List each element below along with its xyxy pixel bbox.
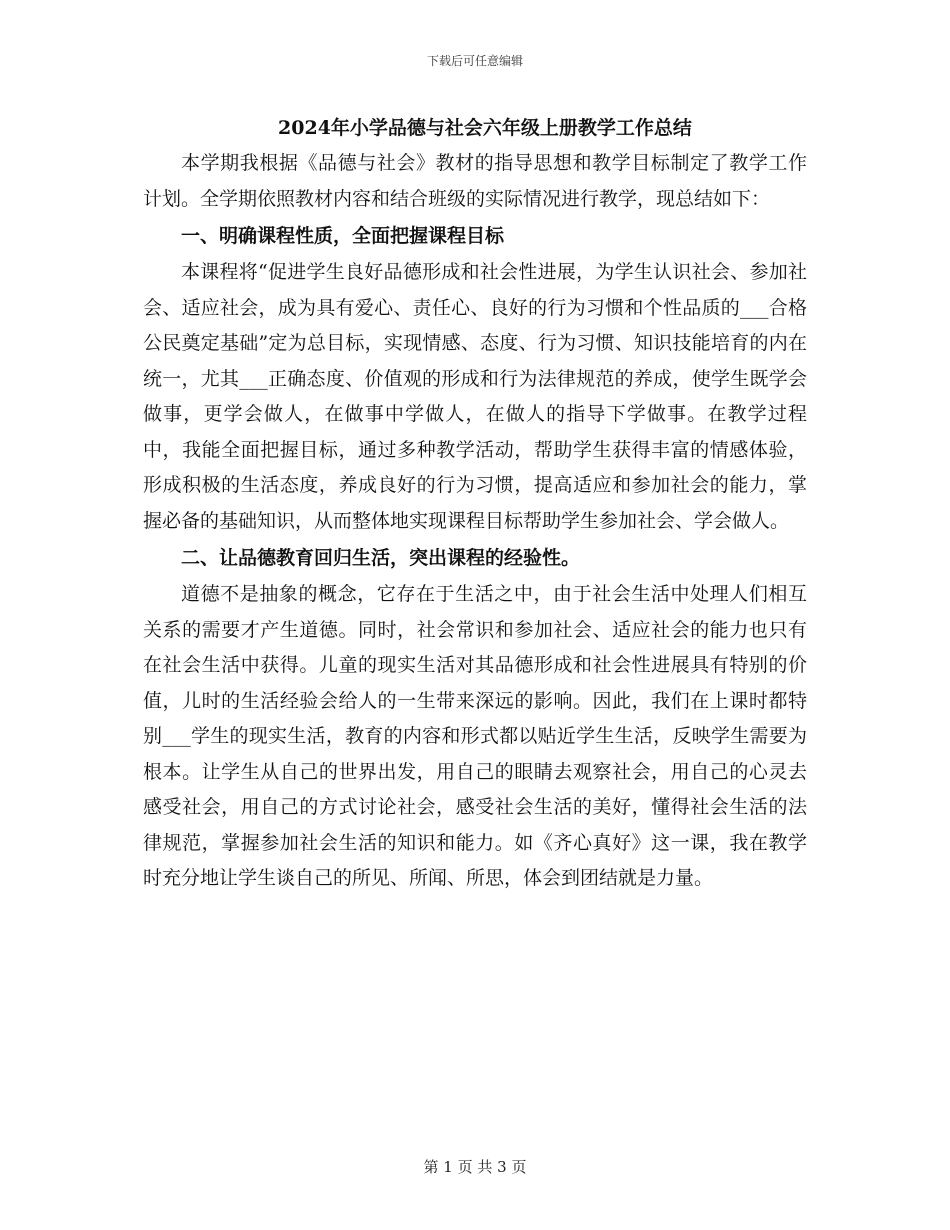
section-2-paragraph: 道德不是抽象的概念，它存在于生活之中，由于社会生活中处理人们相互关系的需要才产生道德。同时，社会常识和参加社会、适应社会的能力也只有在社会生活中获得。儿童的现实生活对其品德形成和社会性进展具有特别的价值，儿时的生活经验会给人的一生带来深远的影响。因此，我们在上课时都特别___学生的现实生活，教育的内容和形式都以贴近学生生活，反映学生需要为根本。让学生从自己的世界出发，用自己的眼睛去观察社会，用自己的心灵去感受社会，用自己的方式讨论社会，感受社会生活的美好，懂得社会生活的法律规范，掌握参加社会生活的知识和能力。如《齐心真好》这一课，我在教学时充分地让学生谈自己的所见、所闻、所思，体会到团结就是力量。 — [143, 583, 807, 889]
document-body — [143, 112, 807, 897]
page-number-footer: 第 1 页 共 3 页 — [423, 1158, 527, 1176]
section-2-heading: 二、让品德教育回归生活，突出课程的经验性。 — [181, 547, 581, 569]
document-title: 2024年小学品德与社会六年级上册教学工作总结 — [278, 117, 692, 139]
page-header-note: 下载后可任意编辑 — [426, 54, 523, 68]
intro-paragraph: 本学期我根据《品德与社会》教材的指导思想和教学目标制定了教学工作计划。全学期依照教材内容和结合班级的实际情况进行教学，现总结如下： — [143, 152, 807, 210]
section-1-heading: 一、明确课程性质，全面把握课程目标 — [181, 225, 505, 247]
section-1-paragraph: 本课程将“促进学生良好品德形成和社会性进展，为学生认识社会、参加社会、适应社会，成为具有爱心、责任心、良好的行为习惯和个性品质的___合格公民奠定基础”定为总目标，实现情感、态度、行为习惯、知识技能培育的内在统一，尤其___正确态度、价值观的形成和行为法律规范的养成，使学生既学会做事，更学会做人，在做事中学做人，在做人的指导下学做事。在教学过程中，我能全面把握目标，通过多种教学活动，帮助学生获得丰富的情感体验，形成积极的生活态度，养成良好的行为习惯，提高适应和参加社会的能力，掌握必备的基础知识，从而整体地实现课程目标帮助学生参加社会、学会做人。 — [143, 261, 807, 532]
